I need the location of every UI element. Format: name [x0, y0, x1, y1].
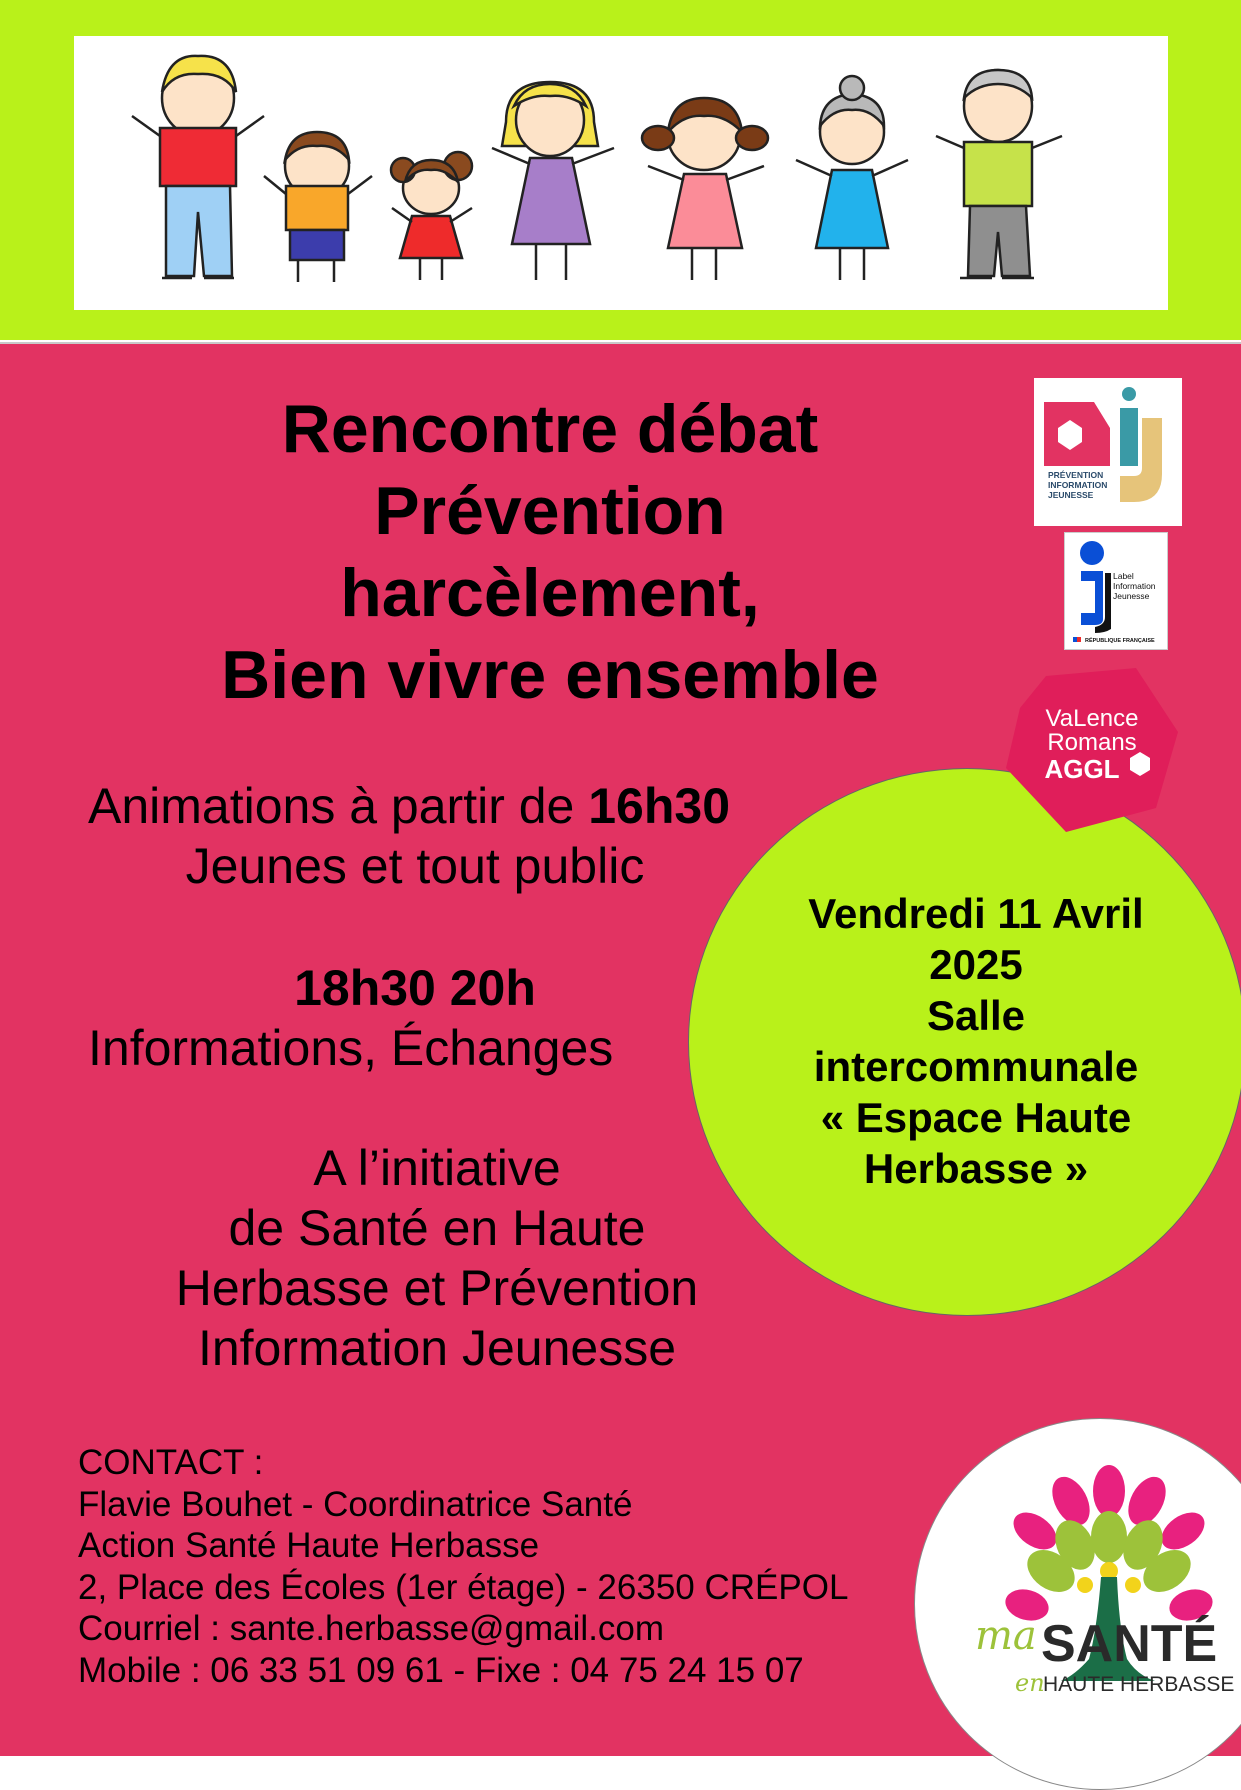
- evening-time: 18h30 20h: [294, 960, 536, 1016]
- label-ij-text-2: Information: [1113, 581, 1156, 591]
- contact-name: Flavie Bouhet - Coordinatrice Santé: [78, 1484, 633, 1524]
- event-date-line-2: 2025: [929, 941, 1023, 988]
- cartoon-girl-pink-dress: [642, 98, 768, 280]
- pij-text-3: JEUNESSE: [1048, 490, 1094, 500]
- audience-line: Jeunes et tout public: [185, 838, 645, 894]
- initiative-line-2: de Santé en Haute: [228, 1200, 646, 1256]
- logo-sante-text: SANTÉ: [1041, 1615, 1218, 1673]
- logo-haute-herbasse-text: HAUTE HERBASSE: [1043, 1673, 1235, 1696]
- pij-text-2: INFORMATION: [1048, 480, 1108, 490]
- headline-line-3: harcèlement,: [340, 555, 760, 631]
- logo-ma-text: ma: [975, 1613, 1037, 1659]
- event-venue-line-1: Salle: [926, 992, 1026, 1039]
- agglo-text-3: AGGL: [1044, 754, 1120, 784]
- cartoon-woman-purple-dress: [492, 82, 614, 280]
- event-headline: [110, 388, 990, 716]
- animations-line: [88, 776, 808, 836]
- event-venue-line-2: intercommunale: [813, 1043, 1139, 1090]
- contact-block: [78, 1442, 918, 1691]
- label-information-jeunesse-logo: [1064, 532, 1168, 650]
- pij-logo-mark: [1034, 378, 1182, 526]
- event-date-line-1: Vendredi 11 Avril: [808, 890, 1144, 937]
- pij-text-1: PRÉVENTION: [1048, 470, 1104, 480]
- event-details: [742, 888, 1210, 1194]
- label-ij-footer: RÉPUBLIQUE FRANÇAISE: [1085, 638, 1155, 644]
- agglo-hexagon: [1006, 668, 1178, 832]
- logo-en-text: en: [1015, 1669, 1045, 1697]
- cartoon-boy-orange: [264, 132, 372, 282]
- evening-label: Informations, Échanges: [88, 1020, 614, 1076]
- initiative-line-1: A l’initiative: [313, 1140, 561, 1196]
- agglo-text-1: VaLence: [1045, 705, 1139, 732]
- initiative-line-4: Information Jeunesse: [197, 1320, 677, 1376]
- initiative-line-3: Herbasse et Prévention: [175, 1260, 699, 1316]
- event-venue-line-4: Herbasse »: [863, 1145, 1089, 1192]
- headline-line-4: Bien vivre ensemble: [221, 637, 879, 713]
- cartoon-girl-red-dress: [391, 152, 472, 280]
- cartoon-grandma-blue-dress: [796, 76, 908, 280]
- headline-line-1: Rencontre débat: [281, 391, 819, 467]
- cartoon-boy-blond: [132, 56, 264, 278]
- label-ij-mark: [1065, 533, 1167, 649]
- label-ij-text-3: Jeunesse: [1113, 591, 1150, 601]
- headline-line-2: Prévention: [374, 473, 726, 549]
- label-ij-text-1: Label: [1113, 571, 1134, 581]
- contact-email[interactable]: Courriel : sante.herbasse@gmail.com: [78, 1609, 665, 1648]
- contact-phones: Mobile : 06 33 51 09 61 - Fixe : 04 75 24 15 07: [78, 1650, 804, 1690]
- animations-prefix: Animations à partir de: [88, 778, 589, 834]
- family-illustration: [74, 36, 1168, 310]
- valence-romans-agglo-logo: [1006, 668, 1178, 832]
- cartoon-grandpa-green-shirt: [936, 70, 1062, 278]
- contact-org: Action Santé Haute Herbasse: [78, 1526, 540, 1565]
- event-venue-line-3: « Espace Haute: [820, 1094, 1132, 1141]
- family-cartoon-image: [74, 36, 1168, 310]
- agglo-text-2: Romans: [1047, 729, 1137, 756]
- pij-logo: [1034, 378, 1182, 526]
- contact-heading: CONTACT :: [78, 1443, 264, 1482]
- contact-address: 2, Place des Écoles (1er étage) - 26350 CRÉPOL: [78, 1567, 849, 1607]
- animations-time: 16h30: [588, 778, 731, 834]
